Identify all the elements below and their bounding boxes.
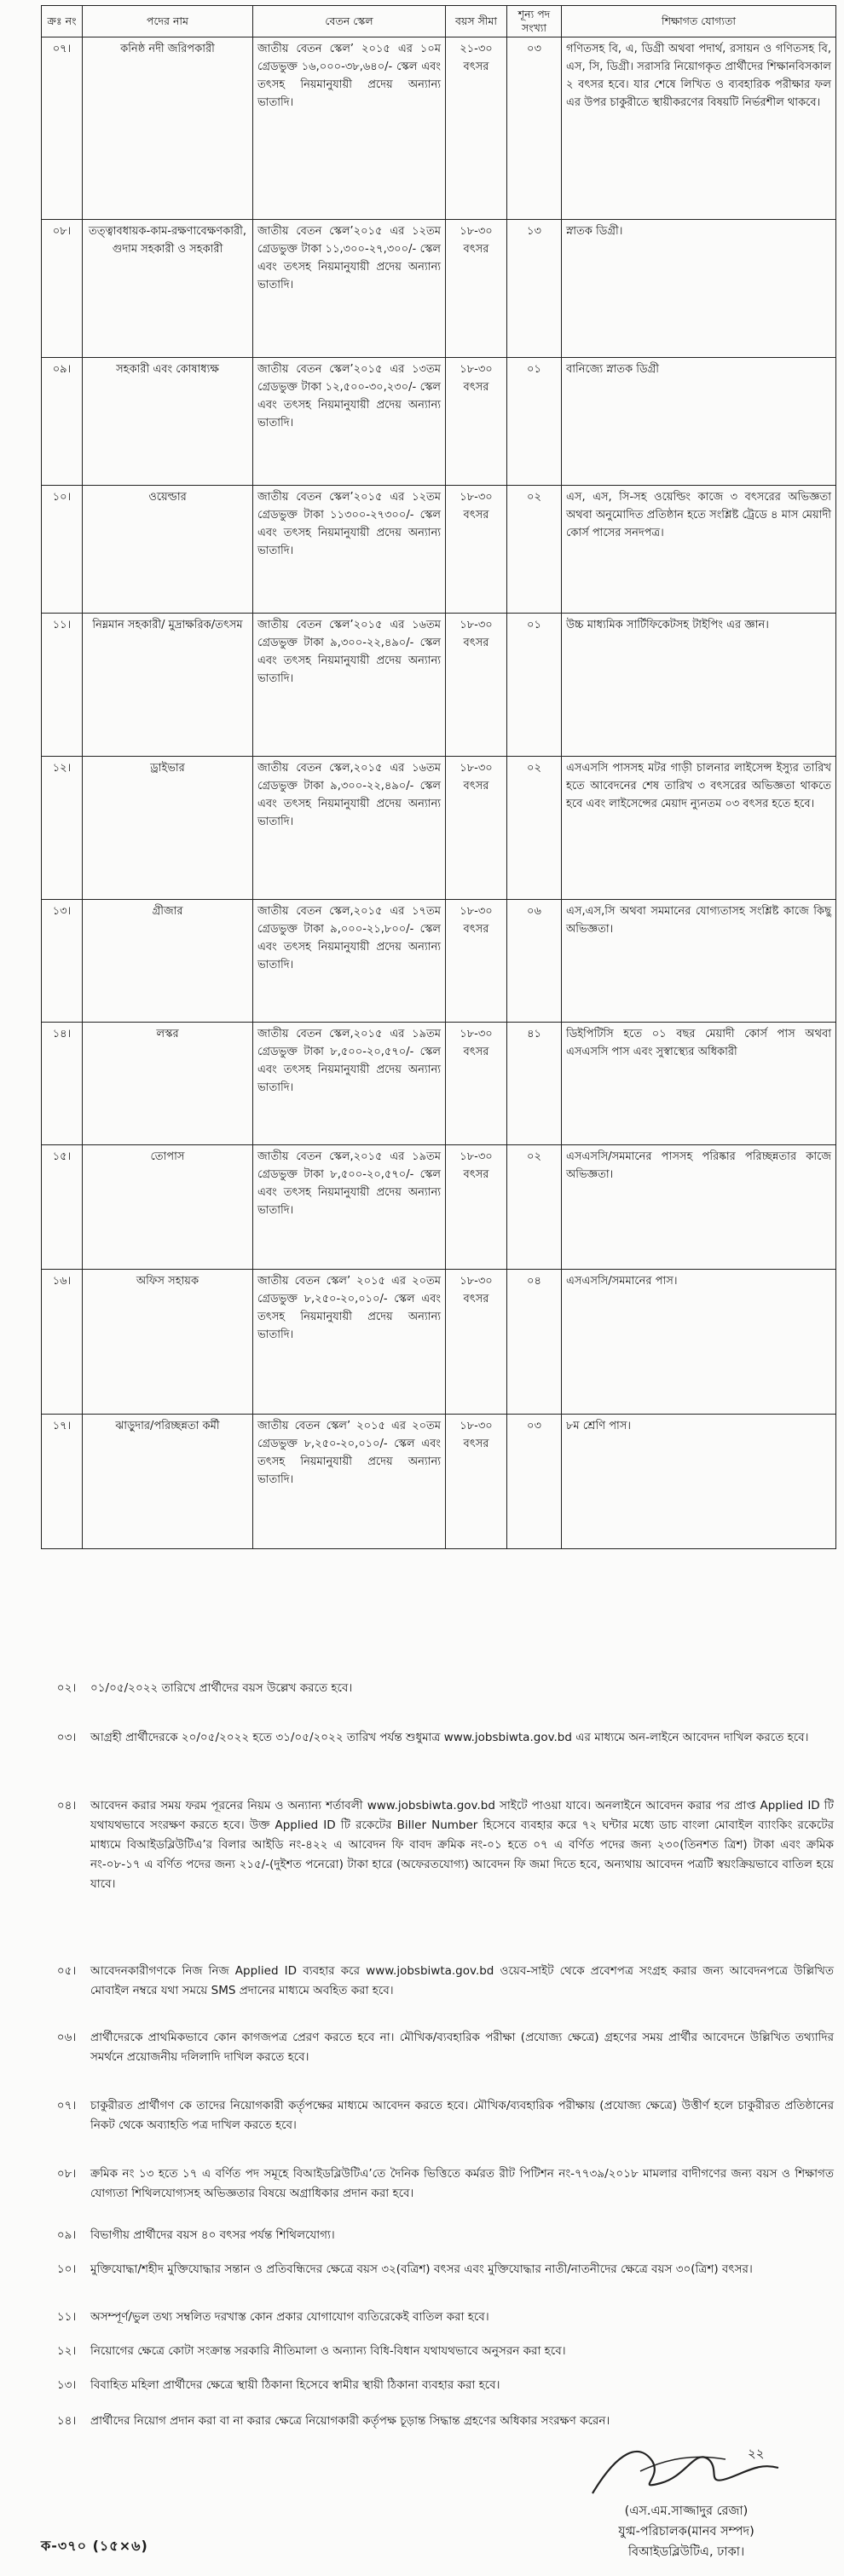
row-pay-scale: জাতীয় বেতন স্কেল’ ২০১৫ এর ২০তম গ্রেডভুক্ত ৮,২৫০-২০,০১০/- স্কেল এবং তৎসহ নিয়মানুযায়ী প্রদেয় অন্যান্য ভাতাদি। [253,1270,446,1415]
table-row [42,900,836,1023]
row-serial: ১০। [42,486,83,614]
row-qualification: এসএসসি/সমমানের পাস। [562,1270,836,1415]
row-age-limit: ১৮-৩০ বৎসর [446,1270,507,1415]
row-vacancy-count: ০১ [507,358,562,486]
row-serial: ১৬। [42,1270,83,1415]
row-qualification: গণিতসহ বি, এ, ডিগ্রী অথবা পদার্থ, রসায়ন ও গণিতসহ বি, এস, সি, ডিগ্রী। সরাসরি নিয়োগকৃত প্রার্থীদের শিক্ষানবিসকাল ২ বৎসর হবে। যার শেষে লিখিত ও ব্যবহারিক পরীক্ষার ফল এর উপর চাকুরীতে স্থায়ীকরণের বিষয়টি নির্ভরশীল থাকবে। [562,37,836,220]
note-number: ১০। [56,2262,77,2276]
table-row [42,1145,836,1270]
table-row [42,757,836,900]
row-qualification: এস, এস, সি-সহ ওয়েল্ডিং কাজে ৩ বৎসরের অভিজ্ঞতা অথবা অনুমোদিত প্রতিষ্ঠান হতে সংশ্লিষ্ট ট্রেডে ৪ মাস মেয়াদী কোর্স পাসের সনদপত্র। [562,486,836,614]
row-pay-scale: জাতীয় বেতন স্কেল’২০১৫ এর ১২তম গ্রেডভুক্ত টাকা ১১৩০০-২৭৩০০/- স্কেল এবং তৎসহ নিয়মানুযায়ী প্রদেয় অন্যান্য ভাতাদি। [253,486,446,614]
note-text: বিবাহিত মহিলা প্রার্থীদের ক্ষেত্রে স্থায়ী ঠিকানা হিসেবে স্বামীর স্থায়ী ঠিকানা ব্যবহার করা হবে। [90,2378,500,2392]
table-row [42,614,836,757]
note-number: ০৩। [56,1731,77,1744]
table-row [42,1023,836,1145]
note-text: চাকুরীরত প্রার্থীগণ কে তাদের নিয়োগকারী কর্তৃপক্ষের মাধ্যমে আবেদন করতে হবে। মৌখিক/ব্যবহারিক পরীক্ষায় (প্রযোজ্য ক্ষেত্রে) উত্তীর্ণ হলে চাকুরীরত প্রতিষ্ঠানের নিকট থেকে অব্যাহতি পত্র দাখিল করতে হবে। [90,2099,834,2132]
signatory-designation: যুগ্ম-পরিচালক(মানব সম্পদ) [618,2525,754,2539]
row-age-limit: ১৮-৩০ বৎসর [446,220,507,358]
handwritten-signature [558,2434,814,2510]
note-number: ০৭। [56,2099,77,2112]
row-pay-scale: জাতীয় বেতন স্কেল’ ২০১৫ এর ১০ম গ্রেডভুক্ত ১৬,০০০-৩৮,৬৪০/- স্কেল এবং তৎসহ নিয়মানুযায়ী প্রদেয় অন্যান্য ভাতাদি। [253,37,446,220]
row-serial: ০৯। [42,358,83,486]
header-pay-scale: বেতন স্কেল [253,6,446,37]
row-qualification: উচ্চ মাধ্যমিক সার্টিফিকেটসহ টাইপিং এর জ্ঞান। [562,614,836,757]
row-age-limit: ১৮-৩০ বৎসর [446,1145,507,1270]
note-text: ক্রমিক নং ১৩ হতে ১৭ এ বর্ণিত পদ সমূহে বিআইডব্লিউটিএ’তে দৈনিক ভিত্তিতে কর্মরত রীট পিটিশন নং-৭৭৩৯/২০১৮ মামলার বাদীগণের জন্য বয়স ও শিক্ষাগত যোগ্যতা শিথিলযোগ্যসহ অভিজ্ঞতার বিষয়ে অগ্রাধিকার প্রদান করা হবে। [90,2167,834,2200]
row-age-limit: ২১-৩০ বৎসর [446,37,507,220]
row-post-name: গ্রীজার [83,900,253,1023]
row-pay-scale: জাতীয় বেতন স্কেল’২০১৫ এর ১২তম গ্রেডভুক্ত টাকা ১১,৩০০-২৭,৩০০/- স্কেল এবং তৎসহ নিয়মানুযায়ী প্রদেয় অন্যান্য ভাতাদি। [253,220,446,358]
note-text: অসম্পূর্ণ/ভুল তথ্য সম্বলিত দরখাস্ত কোন প্রকার যোগাযোগ ব্যতিরেকেই বাতিল করা হবে। [90,2310,489,2324]
note-text: আবেদন করার সময় ফরম পূরনের নিয়ম ও অন্যান্য শর্তাবলী www.jobsbiwta.gov.bd সাইটে পাওয়া যাবে। অনলাইনে আবেদন করার পর প্রাপ্ত Applied ID টি যথাযথভাবে সংরক্ষণ করতে হবে। উক্ত Applied ID টি রকেটের Biller Number হিসেবে ব্যবহার করে ৭২ ঘন্টার মধ্যে ডাচ বাংলা মোবাইল ব্যাংকিং রকেটের মাধ্যমে বিআইডব্লিউটিএ’র বিলার আইডি নং-৪২২ এ আবেদন ফি বাবদ ক্রমিক নং-০১ হতে ০৭ এ বর্ণিত পদের জন্য ২৩০(তিনশত ত্রিশ) টাকা এবং ক্রমিক নং-০৮-১৭ এ বর্ণিত পদের জন্য ২১৫/-(দুইশত পনেরো) টাকা হারে (অফেরতযোগ্য) আবেদন ফি জমা দিতে হবে, অন্যথায় আবেদন পত্রটি স্বয়ংক্রিয়ভাবে বাতিল হয়ে যাবে। [90,1799,834,1891]
table-row [42,220,836,358]
note-text: ০১/০৫/২০২২ তারিখে প্রার্থীদের বয়স উল্লেখ করতে হবে। [90,1681,353,1695]
table-row [42,37,836,220]
signatory-office: বিআইডব্লিউটিএ, ঢাকা। [627,2545,745,2559]
row-age-limit: ১৮-৩০ বৎসর [446,900,507,1023]
signature-date: ২২ [748,2446,765,2461]
row-vacancy-count: ০২ [507,757,562,900]
row-vacancy-count: ০৬ [507,900,562,1023]
note-number: ০৬। [56,2031,77,2044]
row-age-limit: ১৮-৩০ বৎসর [446,486,507,614]
table-row [42,1415,836,1549]
note-text: বিভাগীয় প্রার্থীদের বয়স ৪০ বৎসর পর্যন্ত শিথিলযোগ্য। [90,2228,335,2242]
row-pay-scale: জাতীয় বেতন স্কেল,২০১৫ এর ১৭তম গ্রেডভুক্ত টাকা ৯,০০০-২১,৮০০/- স্কেল এবং তৎসহ নিয়মানুযায়ী প্রদেয় অন্যান্য ভাতাদি। [253,900,446,1023]
row-vacancy-count: ০৪ [507,1270,562,1415]
row-post-name: ড্রাইভার [83,757,253,900]
row-qualification: এসএসসি পাসসহ মটর গাড়ী চালনার লাইসেন্স ইস্যুর তারিখ হতে আবেদনের শেষ তারিখ ৩ বৎসরের অভিজ্ঞতা থাকতে হবে এবং লাইসেন্সের মেয়াদ ন্যুনতম ০৩ বৎসর হতে হবে। [562,757,836,900]
row-qualification: এস,এস,সি অথবা সমমানের যোগ্যতাসহ সংশ্লিষ্ট কাজে কিছু অভিজ্ঞতা। [562,900,836,1023]
row-age-limit: ১৮-৩০ বৎসর [446,358,507,486]
note-number: ১২। [56,2344,77,2358]
note-text: প্রার্থীদেরকে প্রাথমিকভাবে কোন কাগজপত্র প্রেরণ করতে হবে না। মৌখিক/ব্যবহারিক পরীক্ষা (প্রযোজ্য ক্ষেত্রে) গ্রহণের সময় প্রার্থীর আবেদনে উল্লিখিত তথ্যাদির সমর্থনে প্রয়োজনীয় দলিলাদি দাখিল করতে হবে। [90,2031,834,2064]
note-number: ১১। [56,2310,77,2324]
row-pay-scale: জাতীয় বেতন স্কেল,২০১৫ এর ১৯তম গ্রেডভুক্ত টাকা ৮,৫০০-২০,৫৭০/- স্কেল এবং তৎসহ নিয়মানুযায়ী প্রদেয় অন্যান্য ভাতাদি। [253,1145,446,1270]
row-age-limit: ১৮-৩০ বৎসর [446,614,507,757]
signature-block [558,2434,814,2570]
row-vacancy-count: ০৩ [507,37,562,220]
row-vacancy-count: ০১ [507,614,562,757]
row-pay-scale: জাতীয় বেতন স্কেল’২০১৫ এর ১৬তম গ্রেডভুক্ত টাকা ৯,৩০০-২২,৪৯০/- স্কেল এবং তৎসহ নিয়মানুযায়ী প্রদেয় অন্যান্য ভাতাদি। [253,614,446,757]
note-number: ০২। [56,1681,77,1695]
note-number: ১৪। [56,2414,77,2428]
header-age-limit: বয়স সীমা [446,6,507,37]
table-row [42,486,836,614]
header-serial: ক্রঃ নং [42,6,83,37]
note-text: আবেদনকারীগণকে নিজ নিজ Applied ID ব্যবহার করে www.jobsbiwta.gov.bd ওয়েব-সাইট থেকে প্রবেশপত্র সংগ্রহ করার জন্য আবেদনপত্রে উল্লিখিত মোবাইল নম্বরে যথা সময়ে SMS প্রদানের মাধ্যমে অবহিত করা হবে। [90,1964,834,1997]
header-post-name: পদের নাম [83,6,253,37]
table-row [42,358,836,486]
row-pay-scale: জাতীয় বেতন স্কেল,২০১৫ এর ১৬তম গ্রেডভুক্ত টাকা ৯,৩০০-২২,৪৯০/- স্কেল এবং তৎসহ নিয়মানুযায়ী প্রদেয় অন্যান্য ভাতাদি। [253,757,446,900]
row-serial: ১৩। [42,900,83,1023]
row-qualification: স্নাতক ডিগ্রী। [562,220,836,358]
signatory-name: (এস.এম.সাজ্জাদুর রেজা) [624,2504,749,2518]
table-header-row [42,6,836,37]
row-age-limit: ১৮-৩০ বৎসর [446,1023,507,1145]
row-serial: ০৭। [42,37,83,220]
row-post-name: নিম্নমান সহকারী/ মুদ্রাক্ষরিক/তৎসম [83,614,253,757]
header-vacancy-count: শূন্য পদ সংখ্যা [507,6,562,37]
row-serial: ০৮। [42,220,83,358]
note-number: ০৯। [56,2228,77,2242]
note-number: ১৩। [56,2378,77,2392]
row-vacancy-count: ০২ [507,486,562,614]
row-post-name: লস্কর [83,1023,253,1145]
row-post-name: তোপাস [83,1145,253,1270]
row-vacancy-count: ০৩ [507,1415,562,1549]
note-text: প্রার্থীদের নিয়োগ প্রদান করা বা না করার ক্ষেত্রে নিয়োগকারী কর্তৃপক্ষ চূড়ান্ত সিদ্ধান্ত গ্রহণের অধিকার সংরক্ষণ করেন। [90,2414,610,2428]
row-qualification: বানিজ্যে স্নাতক ডিগ্রী [562,358,836,486]
row-qualification: ডিইপিটিসি হতে ০১ বছর মেয়াদী কোর্স পাস অথবা এসএসসি পাস এবং সুস্বাস্থ্যের অধিকারী [562,1023,836,1145]
note-text: নিয়োগের ক্ষেত্রে কোটা সংক্রান্ত সরকারি নীতিমালা ও অন্যান্য বিধি-বিধান যথাযথভাবে অনুসরন করা হবে। [90,2344,566,2358]
row-age-limit: ১৮-৩০ বৎসর [446,757,507,900]
row-serial: ১৪। [42,1023,83,1145]
note-text: মুক্তিযোদ্ধা/শহীদ মুক্তিযোদ্ধার সন্তান ও প্রতিবন্ধিদের ক্ষেত্রে বয়স ৩২(বত্রিশ) বৎসর এবং মুক্তিযোদ্ধার নাতী/নাতনীদের ক্ষেত্রে বয়স ৩০(ত্রিশ) বৎসর। [90,2262,753,2276]
row-post-name: কনিষ্ঠ নদী জরিপকারী [83,37,253,220]
row-post-name: অফিস সহায়ক [83,1270,253,1415]
advertisement-code: ক-৩৭০ (১৫×৬) [41,2538,148,2554]
row-serial: ১৫। [42,1145,83,1270]
row-vacancy-count: ১৩ [507,220,562,358]
row-vacancy-count: ৪১ [507,1023,562,1145]
table-row [42,1270,836,1415]
row-post-name: সহকারী এবং কোষাধ্যক্ষ [83,358,253,486]
row-pay-scale: জাতীয় বেতন স্কেল’২০১৫ এর ১৩তম গ্রেডভুক্ত টাকা ১২,৫০০-৩০,২৩০/- স্কেল এবং তৎসহ নিয়মানুযায়ী প্রদেয় অন্যান্য ভাতাদি। [253,358,446,486]
row-qualification: ৮ম শ্রেণি পাস। [562,1415,836,1549]
row-age-limit: ১৮-৩০ বৎসর [446,1415,507,1549]
row-post-name: তত্ত্বাবধায়ক-কাম-রক্ষণাবেক্ষণকারী, গুদাম সহকারী ও সহকারী [83,220,253,358]
row-serial: ১২। [42,757,83,900]
row-pay-scale: জাতীয় বেতন স্কেল’ ২০১৫ এর ২০তম গ্রেডভুক্ত ৮,২৫০-২০,০১০/- স্কেল এবং তৎসহ নিয়মানুযায়ী প্রদেয় অন্যান্য ভাতাদি। [253,1415,446,1549]
row-pay-scale: জাতীয় বেতন স্কেল,২০১৫ এর ১৯তম গ্রেডভুক্ত টাকা ৮,৫০০-২০,৫৭০/- স্কেল এবং তৎসহ নিয়মানুযায়ী প্রদেয় অন্যান্য ভাতাদি। [253,1023,446,1145]
row-serial: ১১। [42,614,83,757]
row-qualification: এসএসসি/সমমানের পাসসহ পরিষ্কার পরিচ্ছন্নতার কাজে অভিজ্ঞতা। [562,1145,836,1270]
row-serial: ১৭। [42,1415,83,1549]
note-text: আগ্রহী প্রার্থীদেরকে ২০/০৫/২০২২ হতে ৩১/০৫/২০২২ তারিখ পর্যন্ত শুধুমাত্র www.jobsbiwta.gov.bd এর মাধ্যমে অন-লাইনে আবেদন দাখিল করতে হবে। [90,1731,809,1744]
row-post-name: ঝাড়ুদার/পরিচ্ছন্নতা কর্মী [83,1415,253,1549]
note-number: ০৮। [56,2167,77,2181]
header-qualification: শিক্ষাগত যোগ্যতা [562,6,836,37]
note-number: ০৫। [56,1964,77,1978]
row-vacancy-count: ০২ [507,1145,562,1270]
row-post-name: ওয়েল্ডার [83,486,253,614]
note-number: ০৪। [56,1799,77,1812]
vacancy-table [41,5,836,1549]
